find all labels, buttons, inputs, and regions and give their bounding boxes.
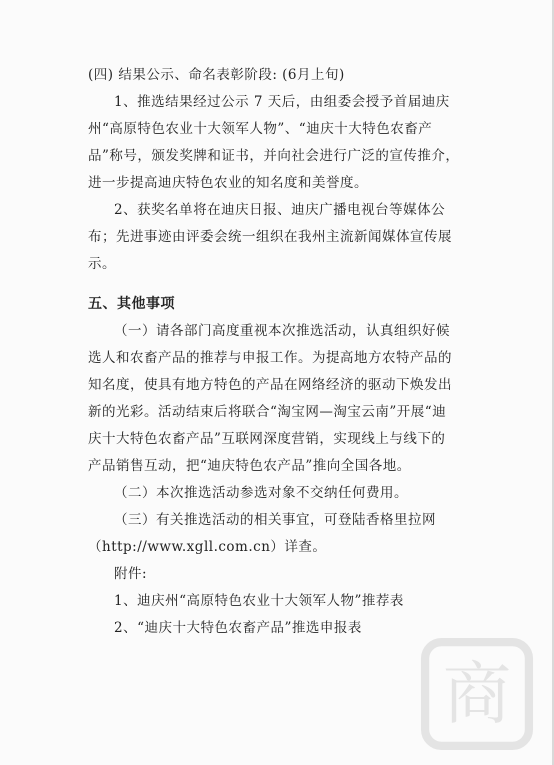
paragraph-line: （一）请各部门高度重视本次推选活动，认真组织好候	[114, 323, 450, 339]
section-5-heading: 五、其他事项	[88, 296, 175, 312]
paragraph-line: 知名度，使具有地方特色的产品在网络经济的驱动下焕发出	[88, 377, 452, 393]
document-body	[88, 62, 488, 642]
attachment-item-2: 2、“迪庆十大特色农畜产品”推选申报表	[114, 620, 362, 636]
paragraph-line: 选人和农畜产品的推荐与申报工作。为提高地方农特产品的	[88, 350, 452, 366]
paragraph-line: 新的光彩。活动结束后将联合“淘宝网—淘宝云南”开展“迪	[88, 404, 447, 420]
paragraph-line: 布；先进事迹由评委会统一组织在我州主流新闻媒体宣传展	[88, 229, 452, 245]
paragraph-line: 进一步提高迪庆特色农业的知名度和美誉度。	[88, 175, 368, 191]
attachments-title: 附件:	[114, 566, 148, 582]
paragraph-line: 州“高原特色农业十大领军人物”、“迪庆十大特色农畜产	[88, 121, 433, 137]
paragraph-line: 产品销售互动，把“迪庆特色农产品”推向全国各地。	[88, 458, 411, 474]
paragraph-line: 2、获奖名单将在迪庆日报、迪庆广播电视台等媒体公	[114, 202, 446, 218]
paragraph-line: 示。	[88, 256, 116, 272]
attachment-item-1: 1、迪庆州“高原特色农业十大领军人物”推荐表	[114, 593, 404, 609]
paragraph-line: 庆十大特色农畜产品”互联网深度营销，实现线上与线下的	[88, 431, 446, 447]
paragraph-line: （二）本次推选活动参选对象不交纳任何费用。	[114, 485, 408, 501]
watermark-stamp-icon	[418, 635, 536, 753]
paragraph-line: 1、推选结果经过公示 7 天后，由组委会授予首届迪庆	[114, 94, 450, 110]
watermark-char: 商	[442, 654, 512, 735]
stage-4-heading: (四) 结果公示、命名表彰阶段: (6月上旬)	[88, 67, 345, 83]
website-line: （http://www.xgll.com.cn）详查。	[88, 539, 327, 555]
paragraph-line: 品”称号，颁发奖牌和证书，并向社会进行广泛的宣传推介，	[88, 148, 460, 164]
paragraph-line: （三）有关推选活动的相关事宜，可登陆香格里拉网	[114, 512, 436, 528]
